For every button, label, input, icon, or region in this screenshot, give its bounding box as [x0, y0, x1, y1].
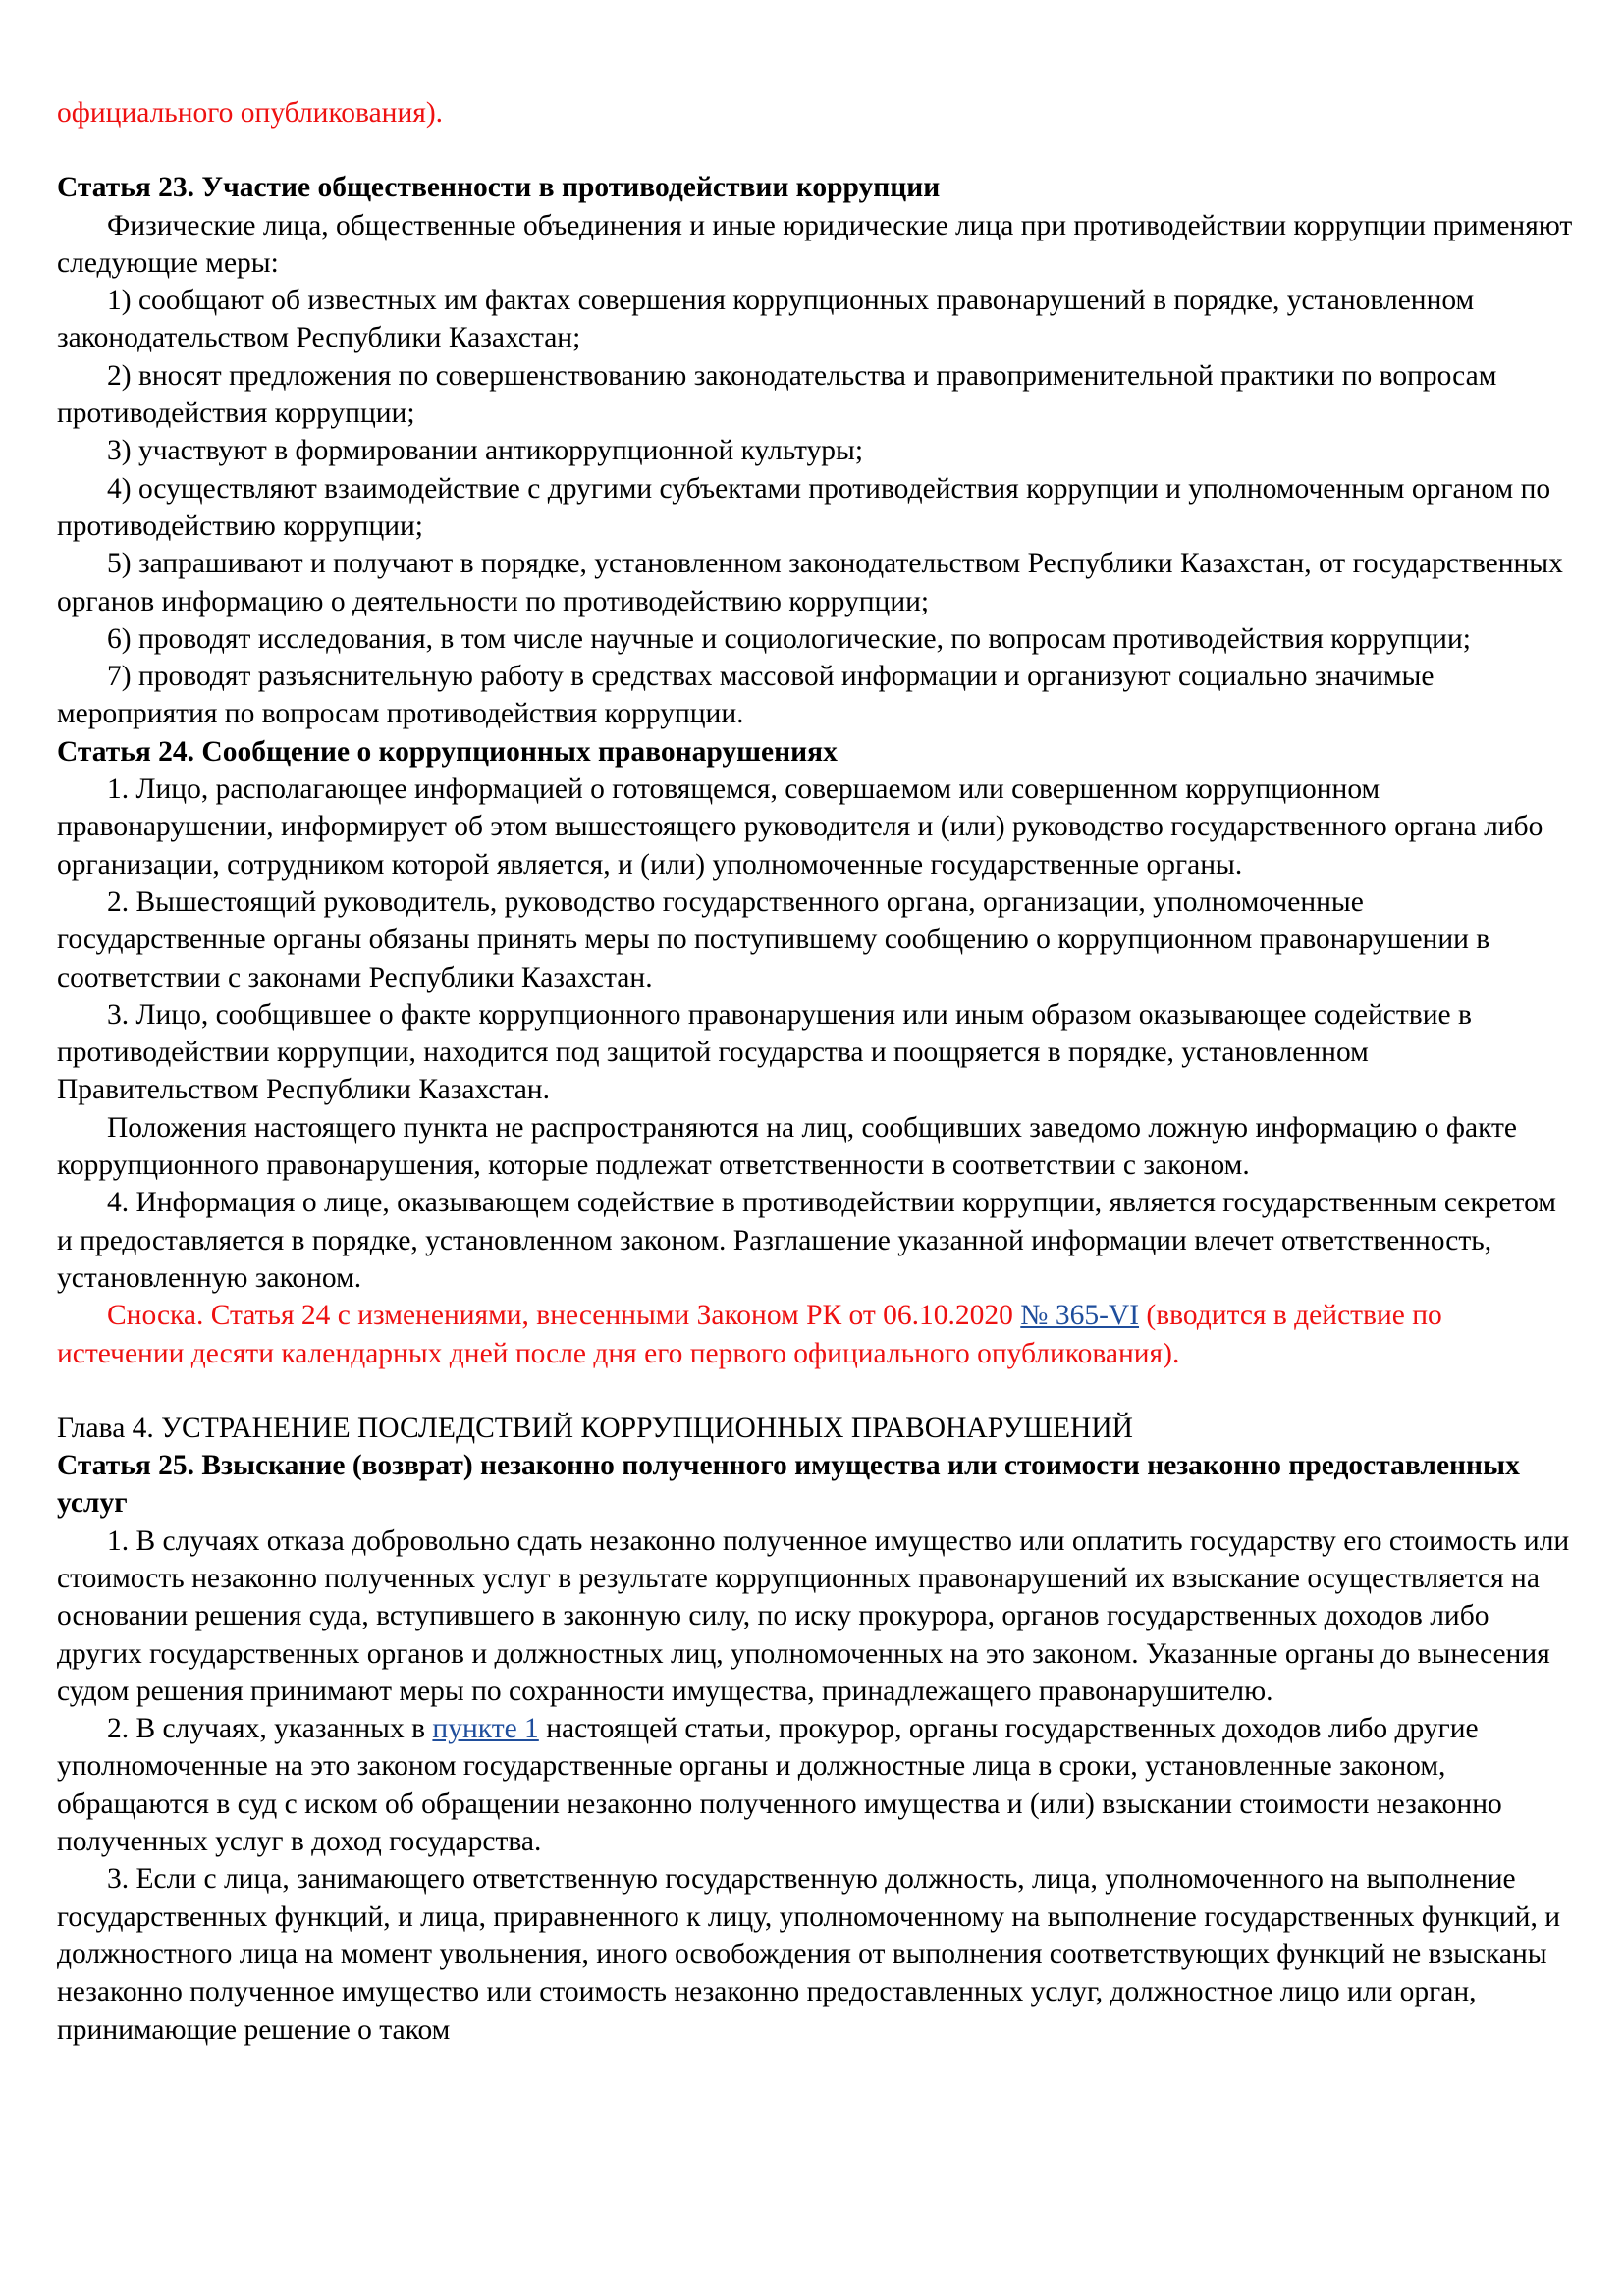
spacer: [57, 1372, 1575, 1410]
law-365-vi-link[interactable]: № 365-VI: [1020, 1300, 1140, 1332]
article-23-item: 4) осуществляют взаимодействие с другими субъектами противодействия коррупции и уполномоченным органом по противодействию коррупции;: [57, 472, 1551, 542]
point-1-link[interactable]: пункте 1: [432, 1713, 539, 1745]
article-24-paragraph: 1. Лицо, располагающее информацией о готовящемся, совершаемом или совершенном коррупционном правонарушении, информирует об этом вышестоящего руководителя и (или) руководство государственного органа либо организации, сотрудником которой является, и (или) уполномоченные государственные органы.: [57, 774, 1543, 881]
article-23-item: 3) участвуют в формировании антикоррупционной культуры;: [107, 435, 864, 467]
paragraph-text: 2. В случаях, указанных в: [107, 1713, 433, 1745]
footnote-text: (вводится в действие по истечении десяти календарных дней после дня его первого официального опубликования).: [57, 1300, 1442, 1369]
article-25-paragraph-3: 3. Если с лица, занимающего ответственную государственную должность, лица, уполномоченного на выполнение государственных функций, и лица, приравненного к лицу, уполномоченному на выполнение государственных функций, и должностного лица на момент увольнения, иного освобождения от выполнения соответствующих функций не взысканы незаконно полученное имущество или стоимость незаконно предоставленных услуг, должностное лицо или орган, принимающие решение о таком: [57, 1863, 1560, 2046]
article-23-title: Статья 23. Участие общественности в противодействии коррупции: [57, 172, 941, 204]
article-24-title: Статья 24. Сообщение о коррупционных правонарушениях: [57, 735, 838, 768]
article-24-paragraph: 2. Вышестоящий руководитель, руководство государственного органа, организации, уполномоченные государственные органы обязаны принять меры по поступившему сообщению о коррупционном правонарушении в соответствии с законами Республики Казахстан.: [57, 885, 1490, 993]
article-24-footnote: [57, 1297, 1575, 1372]
article-25-title: Статья 25. Взыскание (возврат) незаконно полученного имущества или стоимости незаконно предоставленных услуг: [57, 1450, 1520, 1520]
article-23-item: 6) проводят исследования, в том числе научные и социологические, по вопросам противодействия коррупции;: [107, 622, 1471, 655]
article-23-intro: Физические лица, общественные объединения и иные юридические лица при противодействии коррупции применяют следующие меры:: [57, 209, 1573, 279]
paragraph-text: настоящей статьи, прокурор, органы государственных доходов либо другие уполномоченные на это законом государственные органы и должностные лица в сроки, установленные законом, обращаются в суд с иском об обращении незаконно полученного имущества и (или) взыскании стоимости незаконно полученных услуг в доход государства.: [57, 1713, 1502, 1858]
spacer: [57, 132, 1575, 169]
article-25-paragraph-1: 1. В случаях отказа добровольно сдать незаконно полученное имущество или оплатить государству его стоимость или стоимость незаконно полученных услуг в результате коррупционных правонарушений их взыскание осуществляется на основании решения суда, вступившего в законную силу, по иску прокурора, органов государственных доходов либо других государственных органов и должностных лиц, уполномоченных на это законом. Указанные органы до вынесения судом решения принимают меры по сохранности имущества, принадлежащего правонарушителю.: [57, 1524, 1570, 1707]
footnote-text: Сноска. Статья 24 с изменениями, внесенными Законом РК от 06.10.2020: [107, 1300, 1021, 1332]
article-24-paragraph: 3. Лицо, сообщившее о факте коррупционного правонарушения или иным образом оказывающее содействие в противодействии коррупции, находится под защитой государства и поощряется в порядке, установленном Правительством Республики Казахстан.: [57, 998, 1472, 1106]
article-23-item: 1) сообщают об известных им фактах совершения коррупционных правонарушений в порядке, установленном законодательством Республики Казахстан;: [57, 285, 1475, 354]
article-23-item: 2) вносят предложения по совершенствованию законодательства и правоприменительной практики по вопросам противодействия коррупции;: [57, 359, 1497, 430]
chapter-4-title: Глава 4. УСТРАНЕНИЕ ПОСЛЕДСТВИЙ КОРРУПЦИОННЫХ ПРАВОНАРУШЕНИЙ: [57, 1412, 1133, 1444]
article-24-paragraph: Положения настоящего пункта не распространяются на лиц, сообщивших заведомо ложную информацию о факте коррупционного правонарушения, которые подлежат ответственности в соответствии с законом.: [57, 1111, 1518, 1182]
top-footnote-tail: официального опубликования).: [57, 97, 444, 129]
article-25-paragraph-2: [57, 1710, 1575, 1860]
article-23-item: 5) запрашивают и получают в порядке, установленном законодательством Республики Казахстан, от государственных органов информацию о деятельности по противодействию коррупции;: [57, 548, 1563, 617]
article-24-paragraph: 4. Информация о лице, оказывающем содействие в противодействии коррупции, является государственным секретом и предоставляется в порядке, установленном законом. Разглашение указанной информации влечет ответственность, установленную законом.: [57, 1187, 1556, 1294]
article-23-item: 7) проводят разъяснительную работу в средствах массовой информации и организуют социально значимые мероприятия по вопросам противодействия коррупции.: [57, 661, 1435, 730]
